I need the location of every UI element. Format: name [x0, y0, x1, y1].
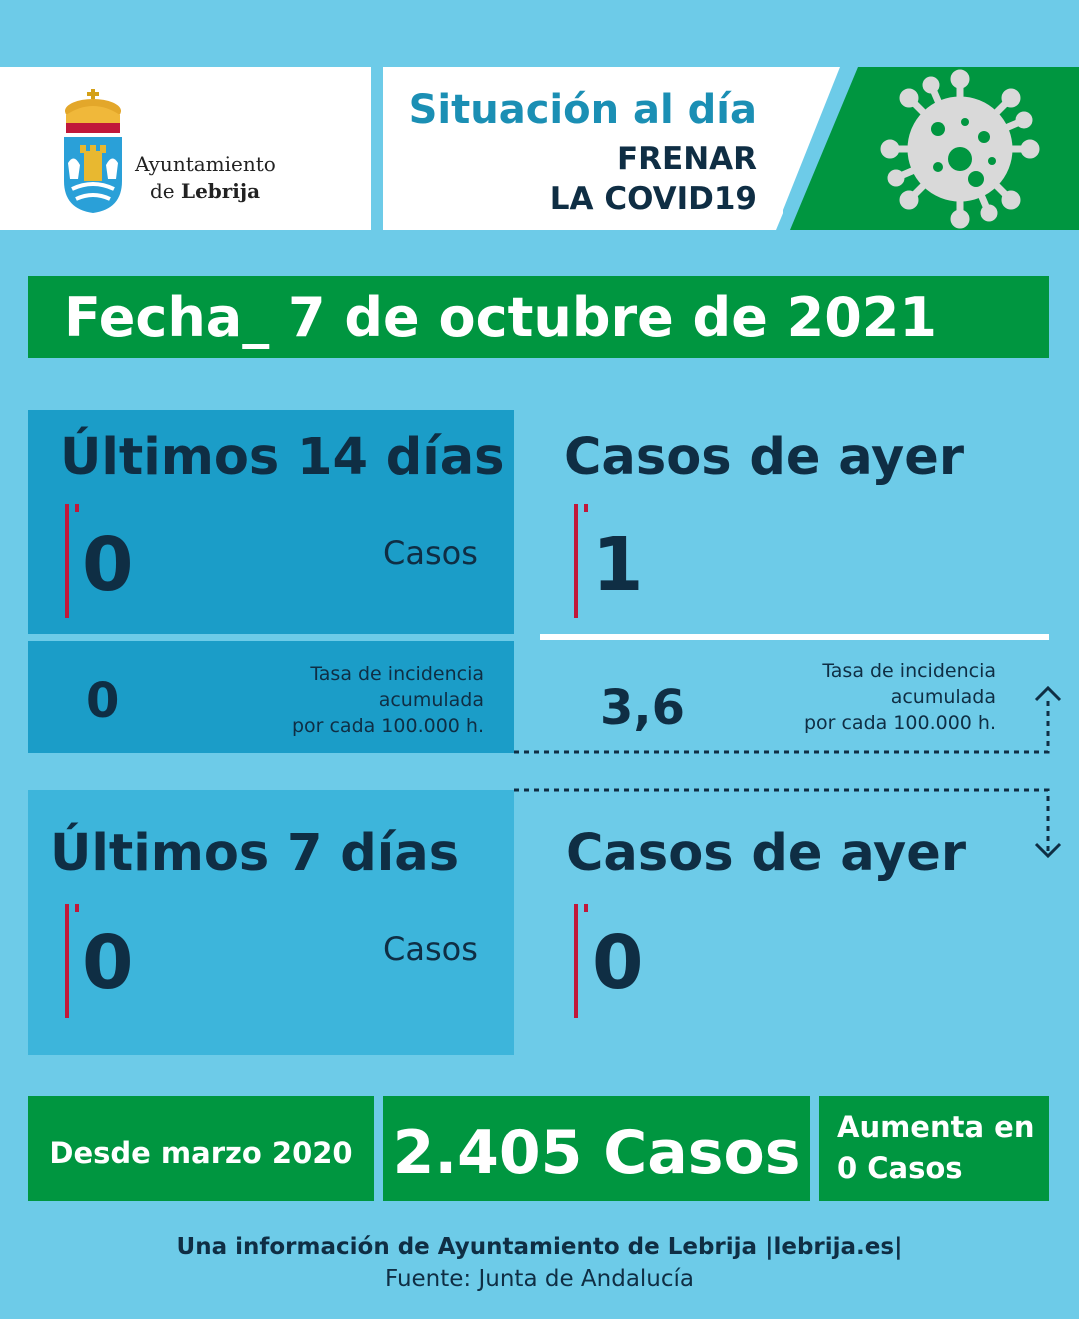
accent-bar	[65, 504, 69, 618]
footer-credit: Una información de Ayuntamiento de Lebrija |lebrija.es|	[176, 1234, 903, 1260]
logo-panel	[0, 67, 371, 230]
since-panel	[28, 1096, 374, 1201]
accent-tick	[75, 504, 79, 512]
accent-tick	[75, 904, 79, 912]
accent-bar	[65, 904, 69, 1018]
rate-label-line1: Tasa de incidencia	[310, 663, 484, 685]
last14-panel	[28, 410, 514, 634]
yesterday14-heading: Casos de ayer	[564, 428, 965, 487]
last7-panel	[28, 790, 514, 1055]
divider	[540, 634, 1049, 640]
logo-text-bold: Lebrija	[181, 179, 261, 203]
last14-cases-label: Casos	[383, 534, 478, 572]
accent-tick	[584, 904, 588, 912]
accent-bar	[574, 904, 578, 1018]
last7-heading: Últimos 7 días	[50, 824, 460, 883]
logo-text-ayuntamiento: Ayuntamiento	[135, 152, 276, 176]
coat-of-arms-icon	[58, 89, 128, 217]
total-cases: 2.405 Casos	[392, 1118, 801, 1188]
rate-label-line3: por cada 100.000 h.	[803, 712, 996, 734]
last14-heading: Últimos 14 días	[60, 428, 505, 487]
subtitle-frenar: FRENAR	[616, 141, 757, 177]
yesterday14-cases: 1	[592, 522, 644, 608]
page-title: Situación al día	[408, 87, 757, 133]
rate-label-line2: acumulada	[890, 686, 996, 708]
increase-line1: Aumenta en	[837, 1110, 1035, 1144]
last7-cases-label: Casos	[383, 930, 478, 968]
date-bar	[28, 276, 1049, 358]
arrow-up-icon	[1036, 688, 1060, 700]
increase-line2: 0 Casos	[837, 1151, 963, 1185]
rate-label-line2: acumulada	[378, 689, 484, 711]
increase-panel	[819, 1096, 1049, 1201]
rate-label-line3: por cada 100.000 h.	[291, 715, 484, 737]
logo-text-lebrija	[150, 179, 260, 203]
last7-cases: 0	[82, 920, 134, 1006]
last14-cases: 0	[82, 522, 134, 608]
logo-text-de: de	[150, 179, 175, 203]
virus-panel	[770, 67, 1079, 230]
footer-source: Fuente: Junta de Andalucía	[384, 1266, 695, 1292]
yesterday7-heading: Casos de ayer	[566, 824, 967, 883]
since-label: Desde marzo 2020	[49, 1136, 353, 1170]
title-panel	[383, 67, 783, 230]
last14-rate-panel	[28, 641, 514, 753]
accent-tick	[584, 504, 588, 512]
accent-bar	[574, 504, 578, 618]
last14-rate: 0	[86, 673, 120, 729]
yesterday14-rate: 3,6	[600, 680, 686, 736]
subtitle-covid: LA COVID19	[549, 181, 757, 217]
rate-label-line1: Tasa de incidencia	[822, 660, 996, 682]
yesterday7-cases: 0	[592, 920, 644, 1006]
total-panel	[383, 1096, 810, 1201]
last14-rate-label	[292, 661, 484, 739]
date-label: Fecha_ 7 de octubre de 2021	[64, 286, 937, 349]
